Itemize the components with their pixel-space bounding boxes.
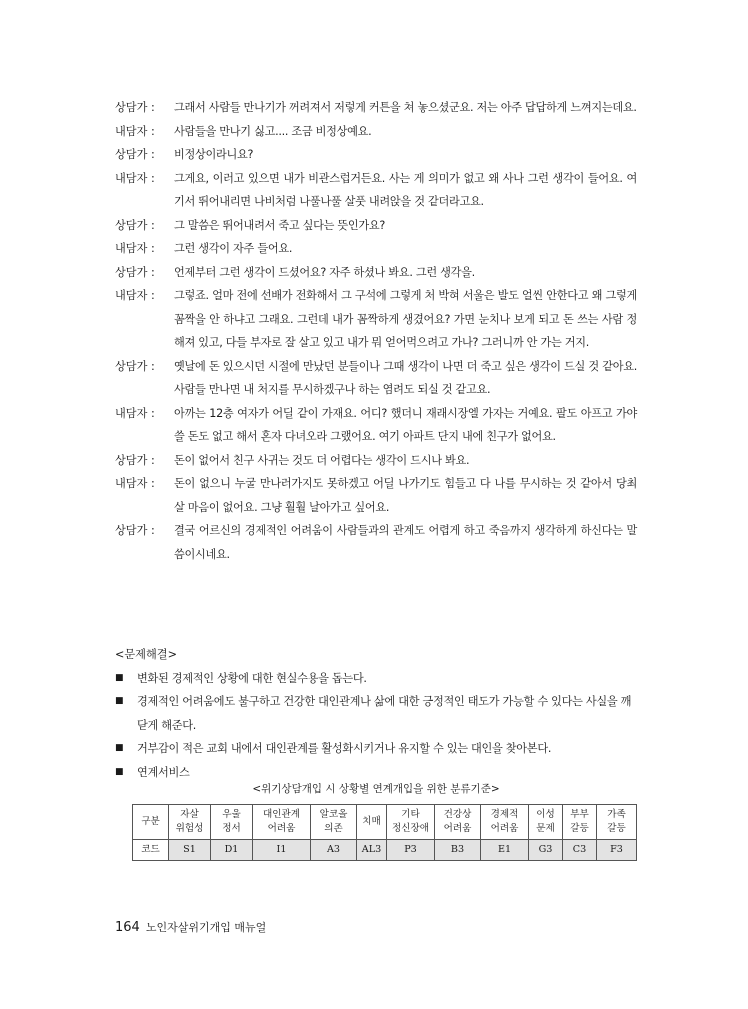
book-title: 노인자살위기개입 매뉴얼 [145,921,267,934]
code-cell: B3 [435,840,481,861]
category-top: 알코올 [319,809,348,820]
category-top: 기타 [401,809,420,820]
code-cell: C3 [563,840,597,861]
category-cell [481,805,529,840]
category-bottom: 문제 [536,823,555,834]
code-cell: P3 [387,840,435,861]
category-cell [597,805,637,840]
category-top: 건강상 [443,809,472,820]
page-footer [115,919,266,935]
category-bottom: 어려움 [443,823,472,834]
section-title: <문제해결> [115,648,177,661]
category-cell [435,805,481,840]
speaker-label: 내담자 : [115,477,155,490]
list-item [115,737,637,761]
category-cell [253,805,311,840]
speaker-label: 상담가 : [115,265,155,279]
category-top: 자살 [180,809,199,820]
speech-text: 그런 생각이 자주 들어요. [174,242,293,255]
category-bottom: 갈등 [607,823,626,834]
dialogue-line [115,143,637,167]
speech-text: 돈이 없어서 친구 사귀는 것도 더 어렵다는 생각이 드시나 봐요. [174,453,470,467]
list-item-text: 경제적인 어려움에도 불구하고 건강한 대인관계나 삶에 대한 긍정적인 태도가 가능할 수 있다는 사실을 깨닫게 해준다. [137,695,632,732]
list-item-text: 거부감이 적은 교회 내에서 대인관계를 활성화시키거나 유지할 수 있는 대인을 찾아본다. [137,742,552,755]
category-top: 치매 [362,816,381,827]
category-cell [357,805,387,840]
code-cell: E1 [481,840,529,861]
dialogue-line [115,214,637,238]
speech-text: 그게요, 이러고 있으면 내가 비관스럽거든요. 사는 게 의미가 없고 왜 사나 그런 생각이 들어요. 여기서 뛰어내리면 나비처럼 나풀나풀 살풋 내려앉을 것 같더라고요. [174,171,637,208]
list-item-text: 연계서비스 [137,765,190,779]
list-item [115,690,637,737]
category-top: 대인관계 [262,809,301,820]
speech-text: 돈이 없으니 누굴 만나러가지도 못하겠고 어딜 나가기도 힘들고 다 나를 무시하는 것 같아서 당최 살 마음이 없어요. 그냥 훨훨 날아가고 싶어요. [174,477,637,514]
list-item [115,667,637,691]
category-bottom: 갈등 [570,823,589,834]
category-top: 우울 [222,809,241,820]
dialogue-line [115,167,637,214]
category-cell [529,805,563,840]
category-bottom: 어려움 [490,823,519,834]
code-cell: G3 [529,840,563,861]
speech-text: 결국 어르신의 경제적인 어려움이 사람들과의 관계도 어렵게 하고 죽음까지 생각하게 하신다는 말씀이시네요. [174,524,637,561]
category-bottom: 의존 [324,823,343,834]
speaker-label: 상담가 : [115,218,155,232]
speech-text: 비정상이라니요? [174,148,254,161]
category-cell [169,805,211,840]
speaker-label: 내담자 : [115,124,155,138]
dialogue-line [115,402,637,449]
category-cell [211,805,253,840]
speaker-label: 내담자 : [115,242,155,255]
square-bullet-icon: ■ [115,766,124,777]
speaker-label: 상담가 : [115,101,155,114]
counseling-dialogue [115,96,637,566]
header-label-cell: 구분 [133,805,169,840]
speaker-label: 상담가 : [115,359,155,373]
speech-text: 그렇죠. 얼마 전에 선배가 전화해서 그 구석에 그렇게 처 박혀 서울은 발도 얼씬 안한다고 왜 그렇게 꼼짝을 안 하냐고 그래요. 그런데 내가 꼼짝하게 생겼어요? 가면 눈치나 보게 되고 돈 쓰는 사람 정해져 있고, 다들 부자로 잘 살고 있고 내가 뭐 얻어먹으려고 가나? 그러니까 안 가는 거지. [174,289,637,349]
code-cell: AL3 [357,840,387,861]
speaker-label: 상담가 : [115,148,155,161]
speech-text: 그 말씀은 뛰어내려서 죽고 싶다는 뜻인가요? [174,218,386,232]
dialogue-line [115,96,637,120]
speaker-label: 내담자 : [115,289,155,302]
speech-text: 그래서 사람들 만나기가 꺼려져서 저렇게 커튼을 쳐 놓으셨군요. 저는 아주 답답하게 느껴지는데요. [174,101,637,114]
category-bottom: 어려움 [267,823,296,834]
category-cell [563,805,597,840]
dialogue-line [115,261,637,285]
square-bullet-icon: ■ [115,672,124,683]
speaker-label: 상담가 : [115,524,155,537]
speech-text: 옛날에 돈 있으시던 시절에 만났던 분들이나 그때 생각이 나면 더 죽고 싶은 생각이 드실 것 같아요. 사람들 만나면 내 처지를 무시하겠구나 하는 염려도 되실 것 같고요. [174,359,637,396]
code-cell: F3 [597,840,637,861]
code-cell: A3 [311,840,357,861]
code-cell: D1 [211,840,253,861]
speaker-label: 내담자 : [115,171,155,185]
problem-solving-section [115,643,637,784]
dialogue-line [115,284,637,355]
dialogue-line [115,237,637,261]
speech-text: 아까는 12층 여자가 어딜 같이 가재요. 어디? 했더니 재래시장엘 가자는 거예요. 팔도 아프고 가야 쓸 돈도 없고 해서 혼자 다녀오라 그랬어요. 여기 아파트 단지 내에 친구가 없어요. [174,406,637,443]
square-bullet-icon: ■ [115,743,124,753]
classification-table [132,804,637,861]
dialogue-line [115,120,637,144]
list-item-text: 변화된 경제적인 상황에 대한 현실수용을 돕는다. [137,671,367,685]
speech-text: 사람들을 만나기 싫고.... 조금 비정상예요. [174,124,372,138]
speaker-label: 내담자 : [115,406,155,420]
dialogue-line [115,472,637,519]
category-top: 부부 [570,809,589,820]
category-bottom: 정신장애 [391,823,430,834]
page-number: 164 [115,920,140,935]
dialogue-line [115,355,637,402]
category-cell [387,805,435,840]
code-cell: I1 [253,840,311,861]
category-cell [311,805,357,840]
category-top: 경제적 [490,809,519,820]
table-code-row [133,840,637,861]
speaker-label: 상담가 : [115,453,155,467]
category-bottom: 정서 [222,823,241,834]
code-label-cell: 코드 [133,840,169,861]
solution-list [115,667,637,785]
square-bullet-icon: ■ [115,696,124,706]
table-caption: <위기상담개입 시 상황별 연계개입을 위한 분류기준> [252,783,500,795]
category-top: 이성 [536,809,555,820]
code-cell: S1 [169,840,211,861]
table-header-row [133,805,637,840]
category-top: 가족 [607,809,626,820]
dialogue-line [115,449,637,473]
speech-text: 언제부터 그런 생각이 드셨어요? 자주 하셨나 봐요. 그런 생각을. [174,265,475,279]
dialogue-line [115,519,637,566]
category-bottom: 위험성 [175,823,204,834]
